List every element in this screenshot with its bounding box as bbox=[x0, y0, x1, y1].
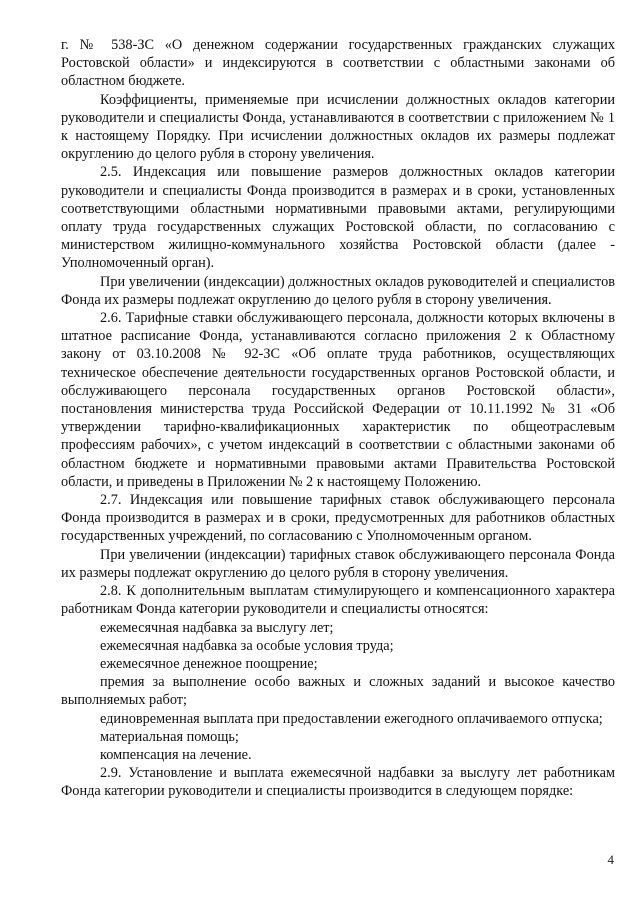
page-number: 4 bbox=[607, 852, 614, 867]
paragraph-2-7: 2.7. Индексация или повышение тарифных ставок обслуживающего персонала Фонда производится в размерах и в сроки, предусмотренных для работников областных государственных учреждений, по согласованию с Уполномоченным органом. bbox=[61, 492, 615, 545]
paragraph-2-8: 2.8. К дополнительным выплатам стимулирующего и компенсационного характера работникам Фонда категории руководители и специалисты относятся: bbox=[61, 583, 615, 618]
list-item: ежемесячная надбавка за особые условия труда; bbox=[100, 637, 394, 654]
paragraph-2-9: 2.9. Установление и выплата ежемесячной надбавки за выслугу лет работникам Фонда категории руководители и специалисты производится в следующем порядке: bbox=[61, 765, 615, 800]
paragraph-2-5: 2.5. Индексация или повышение размеров должностных окладов категории руководители и специалисты Фонда производится в размерах и в сроки, установленных соответствующими областными нормативными правовыми актами, регулирующими оплату труда государственных служащих Ростовской области, по согласованию с министерством жилищно-коммунального хозяйства Ростовской области (далее - Уполномоченный орган). bbox=[61, 164, 615, 272]
paragraph-continuation: г. № 538-ЗС «О денежном содержании государственных гражданских служащих Ростовской области» и индексируются в соответствии с областными законами об областном бюджете. bbox=[61, 37, 615, 90]
list-item: единовременная выплата при предоставлении ежегодного оплачиваемого отпуска; bbox=[100, 710, 603, 727]
paragraph-coefficients: Коэффициенты, применяемые при исчислении должностных окладов категории руководители и специалисты Фонда, устанавливаются в соответствии с приложением № 1 к настоящему Порядку. При исчислении должностных окладов их размеры подлежат округлению до целого рубля в сторону увеличения. bbox=[61, 91, 615, 163]
list-item: премия за выполнение особо важных и сложных заданий и высокое качество выполняемых работ; bbox=[61, 674, 615, 709]
paragraph-salary-rounding: При увеличении (индексации) должностных окладов руководителей и специалистов Фонда их размеры подлежат округлению до целого рубля в сторону увеличения. bbox=[61, 273, 615, 308]
list-item: ежемесячное денежное поощрение; bbox=[100, 655, 318, 672]
paragraph-rate-rounding: При увеличении (индексации) тарифных ставок обслуживающего персонала Фонда их размеры подлежат округлению до целого рубля в сторону увеличения. bbox=[61, 546, 615, 581]
document-body bbox=[61, 36, 615, 801]
list-item: компенсация на лечение. bbox=[100, 746, 252, 763]
list-item: материальная помощь; bbox=[100, 728, 239, 745]
paragraph-2-6: 2.6. Тарифные ставки обслуживающего персонала, должности которых включены в штатное расписание Фонда, устанавливаются согласно приложения 2 к Областному закону от 03.10.2008 № 92-ЗС «Об оплате труда работников, осуществляющих техническое обеспечение деятельности государственных органов Ростовской области, и обслуживающего персонала государственных органов Ростовской области», постановления министерства труда Российской Федерации от 10.11.1992 № 31 «Об утверждении тарифно-квалификационных характеристик по общеотраслевым профессиям рабочих», с учетом индексаций в соответствии с областными законами об областном бюджете и нормативными правовыми актами Правительства Ростовской области, и приведены в Приложении № 2 к настоящему Положению. bbox=[61, 310, 615, 490]
list-item: ежемесячная надбавка за выслугу лет; bbox=[100, 619, 334, 636]
